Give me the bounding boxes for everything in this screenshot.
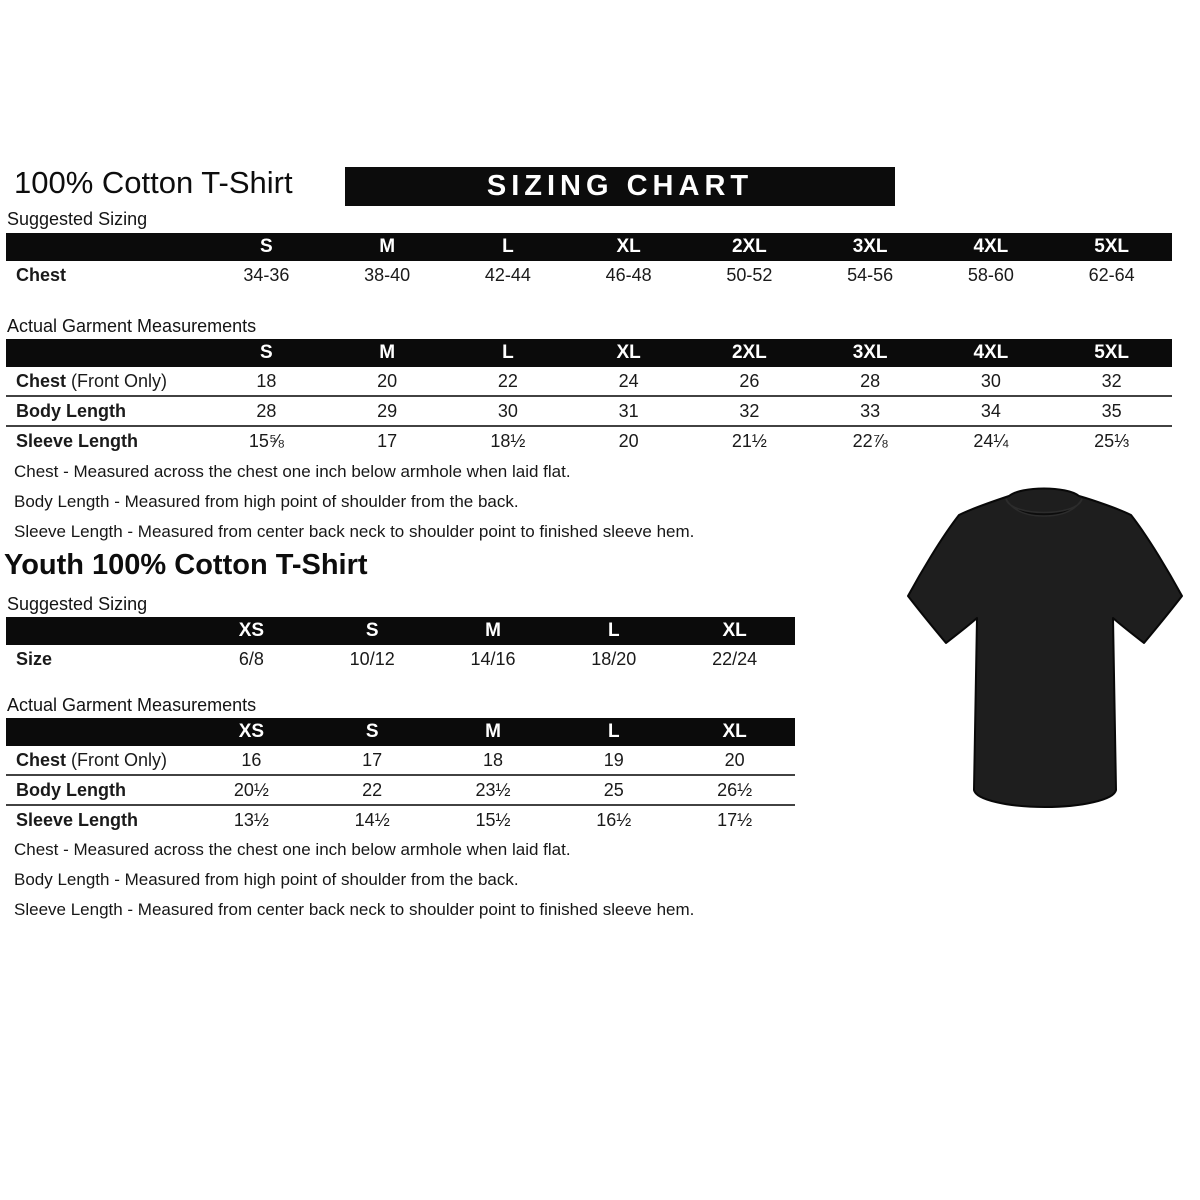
adult-garment-measurements-table	[6, 339, 1172, 455]
size-column-header: 4XL	[973, 342, 1009, 363]
youth-suggested-sizing-label: Suggested Sizing	[7, 594, 148, 614]
measurement-cell: 22	[362, 779, 383, 800]
measurement-note: Body Length - Measured from high point of shoulder from the back.	[14, 870, 519, 889]
measurement-cell: 30	[980, 370, 1001, 391]
row-label: Sleeve Length	[16, 430, 139, 451]
adult-suggested-sizing-table	[6, 233, 1172, 290]
table-header-row	[6, 718, 795, 746]
measurement-cell: 30	[497, 400, 518, 421]
size-column-header: M	[485, 721, 501, 742]
youth-garment-measurements-label: Actual Garment Measurements	[7, 695, 257, 715]
measurement-cell: 24	[618, 370, 639, 391]
row-label: Chest (Front Only)	[16, 749, 168, 770]
measurement-cell: 14/16	[470, 649, 516, 669]
measurement-note: Chest - Measured across the chest one inch below armhole when laid flat.	[14, 462, 571, 481]
measurement-cell: 16½	[596, 809, 632, 830]
measurement-cell: 33	[860, 400, 881, 421]
measurement-cell: 34	[980, 400, 1001, 421]
measurement-cell: 15½	[475, 809, 511, 830]
measurement-cell: 13½	[233, 809, 269, 830]
measurement-cell: 31	[618, 400, 639, 421]
measurement-cell: 22	[497, 370, 518, 391]
measurement-cell: 35	[1101, 400, 1122, 421]
table-row	[6, 804, 795, 834]
table-header-row	[6, 339, 1172, 367]
measurement-cell: 17	[377, 430, 398, 451]
measurement-cell: 18/20	[591, 649, 637, 669]
youth-measurement-notes	[14, 840, 694, 930]
size-column-header: 3XL	[852, 342, 888, 363]
youth-garment-measurements-table	[6, 718, 795, 834]
size-column-header: XL	[616, 342, 641, 363]
measurement-note: Sleeve Length - Measured from center back neck to shoulder point to finished sleeve hem.	[14, 900, 695, 919]
measurement-cell: 20	[377, 370, 398, 391]
measurement-cell: 10/12	[349, 649, 395, 669]
size-column-header: XL	[722, 620, 747, 641]
row-label: Body Length	[16, 400, 126, 421]
table-row	[6, 367, 1172, 395]
table-row	[6, 395, 1172, 425]
size-column-header: L	[607, 620, 620, 641]
measurement-cell: 58-60	[967, 265, 1014, 285]
measurement-cell: 32	[1101, 370, 1122, 391]
measurement-cell: 46-48	[605, 265, 652, 285]
table-row	[6, 746, 795, 774]
row-label: Chest	[16, 265, 67, 285]
table-row	[6, 261, 1172, 290]
measurement-cell: 50-52	[726, 265, 773, 285]
measurement-cell: 25	[603, 779, 624, 800]
row-label: Body Length	[16, 779, 126, 800]
tshirt-body	[908, 489, 1182, 808]
measurement-cell: 34-36	[243, 265, 290, 285]
measurement-cell: 21½	[731, 430, 767, 451]
table-row	[6, 774, 795, 804]
measurement-cell: 6/8	[238, 649, 264, 669]
table-header-row	[6, 617, 795, 645]
measurement-cell: 15⅝	[248, 430, 284, 451]
size-column-header: 3XL	[852, 236, 888, 257]
size-column-header: XL	[722, 721, 747, 742]
size-column-header: XS	[238, 721, 265, 742]
size-column-header: 2XL	[731, 236, 767, 257]
adult-garment-measurements-label: Actual Garment Measurements	[7, 316, 257, 336]
measurement-cell: 24¼	[973, 430, 1009, 451]
youth-title: Youth 100% Cotton T-Shirt	[4, 549, 368, 581]
adult-suggested-sizing-label: Suggested Sizing	[7, 209, 148, 229]
size-column-header: 4XL	[973, 236, 1009, 257]
table-header-row	[6, 233, 1172, 261]
measurement-cell: 42-44	[484, 265, 531, 285]
measurement-cell: 38-40	[364, 265, 411, 285]
size-column-header: M	[485, 620, 501, 641]
measurement-cell: 62-64	[1088, 265, 1135, 285]
measurement-cell: 18½	[490, 430, 526, 451]
measurement-cell: 25⅓	[1094, 430, 1130, 451]
measurement-cell: 14½	[354, 809, 390, 830]
size-column-header: XL	[616, 236, 641, 257]
measurement-cell: 32	[739, 400, 760, 421]
row-label: Size	[16, 649, 53, 669]
size-column-header: L	[607, 721, 620, 742]
measurement-cell: 23½	[475, 779, 511, 800]
adult-measurement-notes	[14, 462, 694, 552]
table-row	[6, 425, 1172, 455]
measurement-note: Body Length - Measured from high point of shoulder from the back.	[14, 492, 519, 511]
measurement-cell: 18	[256, 370, 277, 391]
measurement-cell: 26	[739, 370, 760, 391]
measurement-cell: 18	[482, 749, 503, 770]
measurement-cell: 20	[724, 749, 745, 770]
size-column-header: XS	[238, 620, 265, 641]
measurement-cell: 20	[618, 430, 639, 451]
tshirt-graphic	[893, 474, 1198, 819]
table-row	[6, 645, 795, 674]
size-column-header: S	[365, 620, 379, 641]
measurement-cell: 22⅞	[852, 430, 888, 451]
size-column-header: S	[365, 721, 379, 742]
size-column-header: S	[260, 236, 273, 257]
size-column-header: 2XL	[731, 342, 767, 363]
measurement-cell: 29	[377, 400, 398, 421]
measurement-cell: 28	[256, 400, 277, 421]
size-column-header: L	[502, 342, 514, 363]
measurement-cell: 17	[362, 749, 383, 770]
measurement-cell: 17½	[717, 809, 753, 830]
size-column-header: 5XL	[1094, 236, 1130, 257]
measurement-note: Sleeve Length - Measured from center back neck to shoulder point to finished sleeve hem.	[14, 522, 695, 541]
measurement-cell: 22/24	[712, 649, 758, 669]
tshirt-image	[893, 474, 1198, 819]
measurement-cell: 16	[241, 749, 262, 770]
measurement-note: Chest - Measured across the chest one inch below armhole when laid flat.	[14, 840, 571, 859]
measurement-cell: 28	[860, 370, 881, 391]
measurement-cell: 19	[603, 749, 624, 770]
sizing-chart-banner: SIZING CHART	[345, 167, 895, 206]
measurement-cell: 54-56	[847, 265, 894, 285]
row-label: Sleeve Length	[16, 809, 139, 830]
size-column-header: 5XL	[1094, 342, 1130, 363]
page-title: 100% Cotton T-Shirt	[14, 165, 293, 200]
measurement-cell: 20½	[233, 779, 269, 800]
size-column-header: L	[502, 236, 514, 257]
measurement-cell: 26½	[717, 779, 753, 800]
size-column-header: M	[379, 236, 396, 257]
youth-suggested-sizing-table	[6, 617, 795, 674]
size-column-header: S	[260, 342, 273, 363]
size-column-header: M	[379, 342, 396, 363]
row-label: Chest (Front Only)	[16, 370, 168, 391]
